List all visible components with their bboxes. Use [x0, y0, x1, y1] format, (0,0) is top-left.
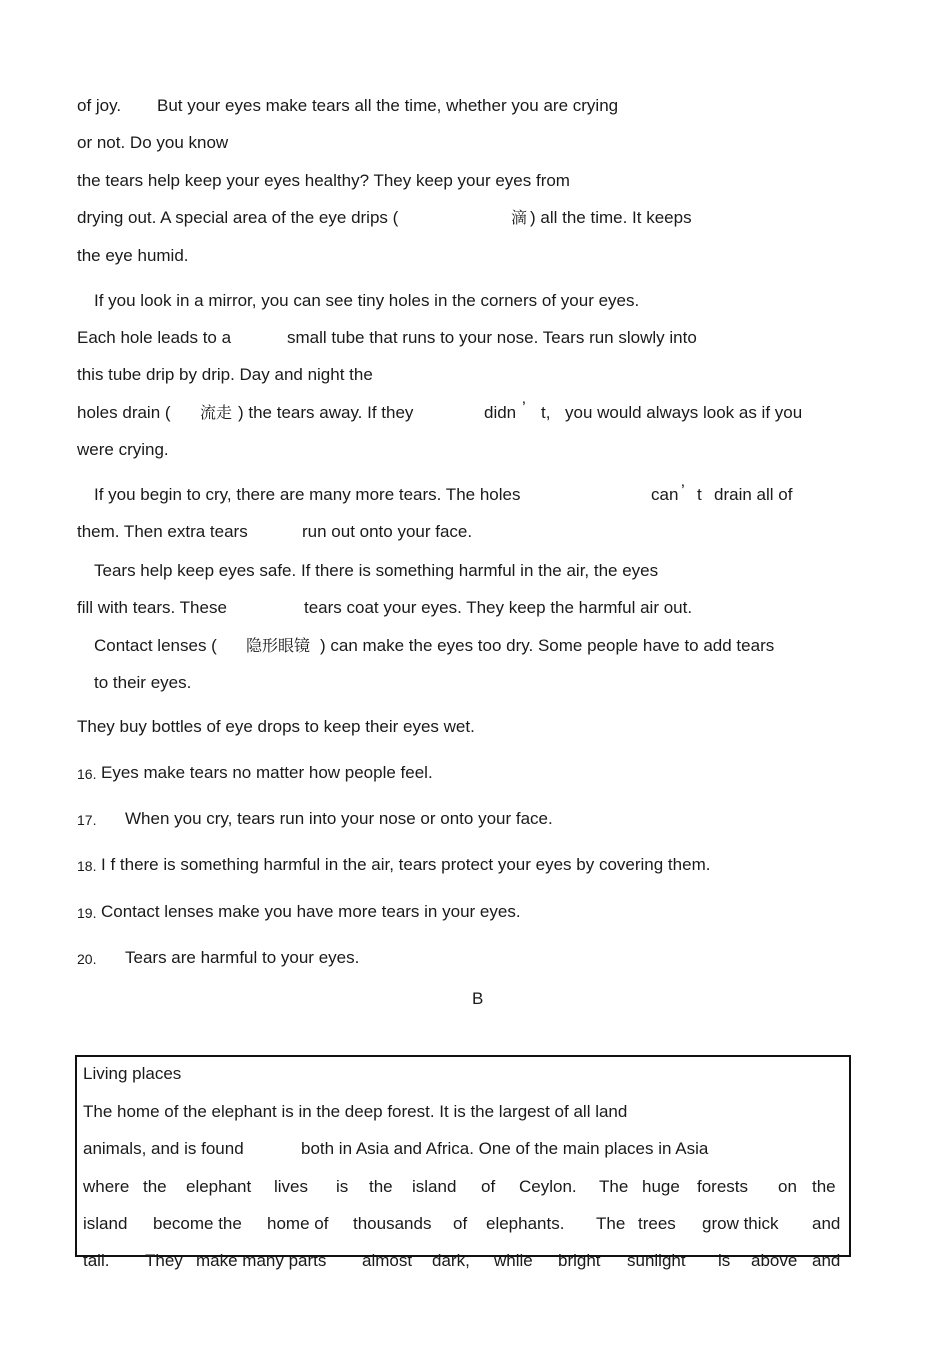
justified-word: forests: [697, 1177, 749, 1196]
text-line: But your eyes make tears all the time, whether you are crying: [157, 96, 619, 115]
text-line: both in Asia and Africa. One of the main places in Asia: [301, 1139, 709, 1158]
text-line: holes drain (: [77, 403, 171, 422]
justified-word: and: [812, 1251, 841, 1270]
text-line: tears coat your eyes. They keep the harmful air out.: [304, 598, 693, 617]
justified-word: island: [412, 1177, 457, 1196]
justified-word: the: [143, 1177, 167, 1196]
justified-word: of: [481, 1177, 496, 1196]
question-number: 16.: [77, 766, 97, 782]
text-line: them. Then extra tears: [77, 522, 248, 541]
text-line: If you look in a mirror, you can see tiny holes in the corners of your eyes.: [94, 291, 640, 310]
text-line: Each hole leads to a: [77, 328, 232, 347]
justified-word: island: [83, 1214, 128, 1233]
justified-word: the: [812, 1177, 836, 1196]
text-line: of joy.: [77, 96, 122, 115]
justified-word: and: [812, 1214, 841, 1233]
text-line: small tube that runs to your nose. Tears run slowly into: [287, 328, 697, 347]
text-line: fill with tears. These: [77, 598, 227, 617]
text-line: They buy bottles of eye drops to keep their eyes wet.: [77, 717, 475, 736]
justified-word: become the: [153, 1214, 242, 1233]
question-text: When you cry, tears run into your nose or onto your face.: [125, 809, 553, 828]
justified-word: bright: [558, 1251, 601, 1270]
justified-word: huge: [642, 1177, 680, 1196]
question-number: 17.: [77, 812, 97, 828]
text-line: you would always look as if you: [565, 403, 803, 422]
question-number: 20.: [77, 951, 97, 967]
justified-word: They: [145, 1251, 183, 1270]
text-line: drying out. A special area of the eye drips (: [77, 208, 399, 227]
text-line: ) can make the eyes too dry. Some people have to add tears: [320, 636, 775, 655]
justified-word: thousands: [353, 1214, 432, 1233]
question-number: 19.: [77, 905, 97, 921]
chinese-gloss: 滴: [511, 208, 528, 227]
justified-word: elephant: [186, 1177, 252, 1196]
text-line: Contact lenses (: [94, 636, 217, 655]
justified-word: sunlight: [627, 1251, 686, 1270]
justified-word: while: [494, 1251, 533, 1270]
justified-word: elephants.: [486, 1214, 565, 1233]
text-line: or not. Do you know: [77, 133, 229, 152]
text-line: ) the tears away. If they: [238, 403, 414, 422]
text-line: ’: [522, 398, 526, 417]
justified-word: make many parts: [196, 1251, 327, 1270]
justified-word: where: [83, 1177, 130, 1196]
text-line: this tube drip by drip. Day and night the: [77, 365, 373, 384]
text-line: The home of the elephant is in the deep forest. It is the largest of all land: [83, 1102, 628, 1121]
justified-word: tall.: [83, 1251, 110, 1270]
question-text: I f there is something harmful in the air, tears protect your eyes by covering them.: [101, 855, 711, 874]
text-line: t: [697, 485, 702, 504]
chinese-gloss: 流走: [200, 403, 233, 422]
text-line: were crying.: [77, 440, 169, 459]
justified-word: is: [336, 1177, 349, 1196]
text-line: run out onto your face.: [302, 522, 473, 541]
text-line: Tears help keep eyes safe. If there is something harmful in the air, the eyes: [94, 561, 659, 580]
justified-word: above: [751, 1251, 798, 1270]
justified-word: on: [778, 1177, 797, 1196]
justified-word: is: [718, 1251, 731, 1270]
text-line: the tears help keep your eyes healthy? They keep your eyes from: [77, 171, 570, 190]
justified-word: trees: [638, 1214, 676, 1233]
passage-title: Living places: [83, 1064, 182, 1083]
text-line: can: [651, 485, 679, 504]
text-line: t,: [541, 403, 551, 422]
text-line: ) all the time. It keeps: [530, 208, 692, 227]
question-number: 18.: [77, 858, 97, 874]
justified-word: lives: [274, 1177, 309, 1196]
justified-word: The: [596, 1214, 626, 1233]
justified-word: almost: [362, 1251, 413, 1270]
text-line: animals, and is found: [83, 1139, 244, 1158]
justified-word: Ceylon.: [519, 1177, 577, 1196]
justified-word: of: [453, 1214, 468, 1233]
text-line: ’: [681, 481, 685, 500]
text-line: If you begin to cry, there are many more tears. The holes: [94, 485, 521, 504]
question-text: Contact lenses make you have more tears in your eyes.: [101, 902, 521, 921]
text-line: the eye humid.: [77, 246, 189, 265]
text-line: to their eyes.: [94, 673, 192, 692]
justified-word: home of: [267, 1214, 329, 1233]
section-label: B: [472, 989, 484, 1008]
question-text: Tears are harmful to your eyes.: [125, 948, 360, 967]
justified-word: the: [369, 1177, 393, 1196]
justified-word: grow thick: [702, 1214, 779, 1233]
text-line: drain all of: [714, 485, 793, 504]
chinese-gloss: 隐形眼镜: [246, 636, 311, 655]
justified-word: dark,: [432, 1251, 470, 1270]
justified-word: The: [599, 1177, 629, 1196]
text-line: didn: [484, 403, 517, 422]
question-text: Eyes make tears no matter how people feel.: [101, 763, 433, 782]
